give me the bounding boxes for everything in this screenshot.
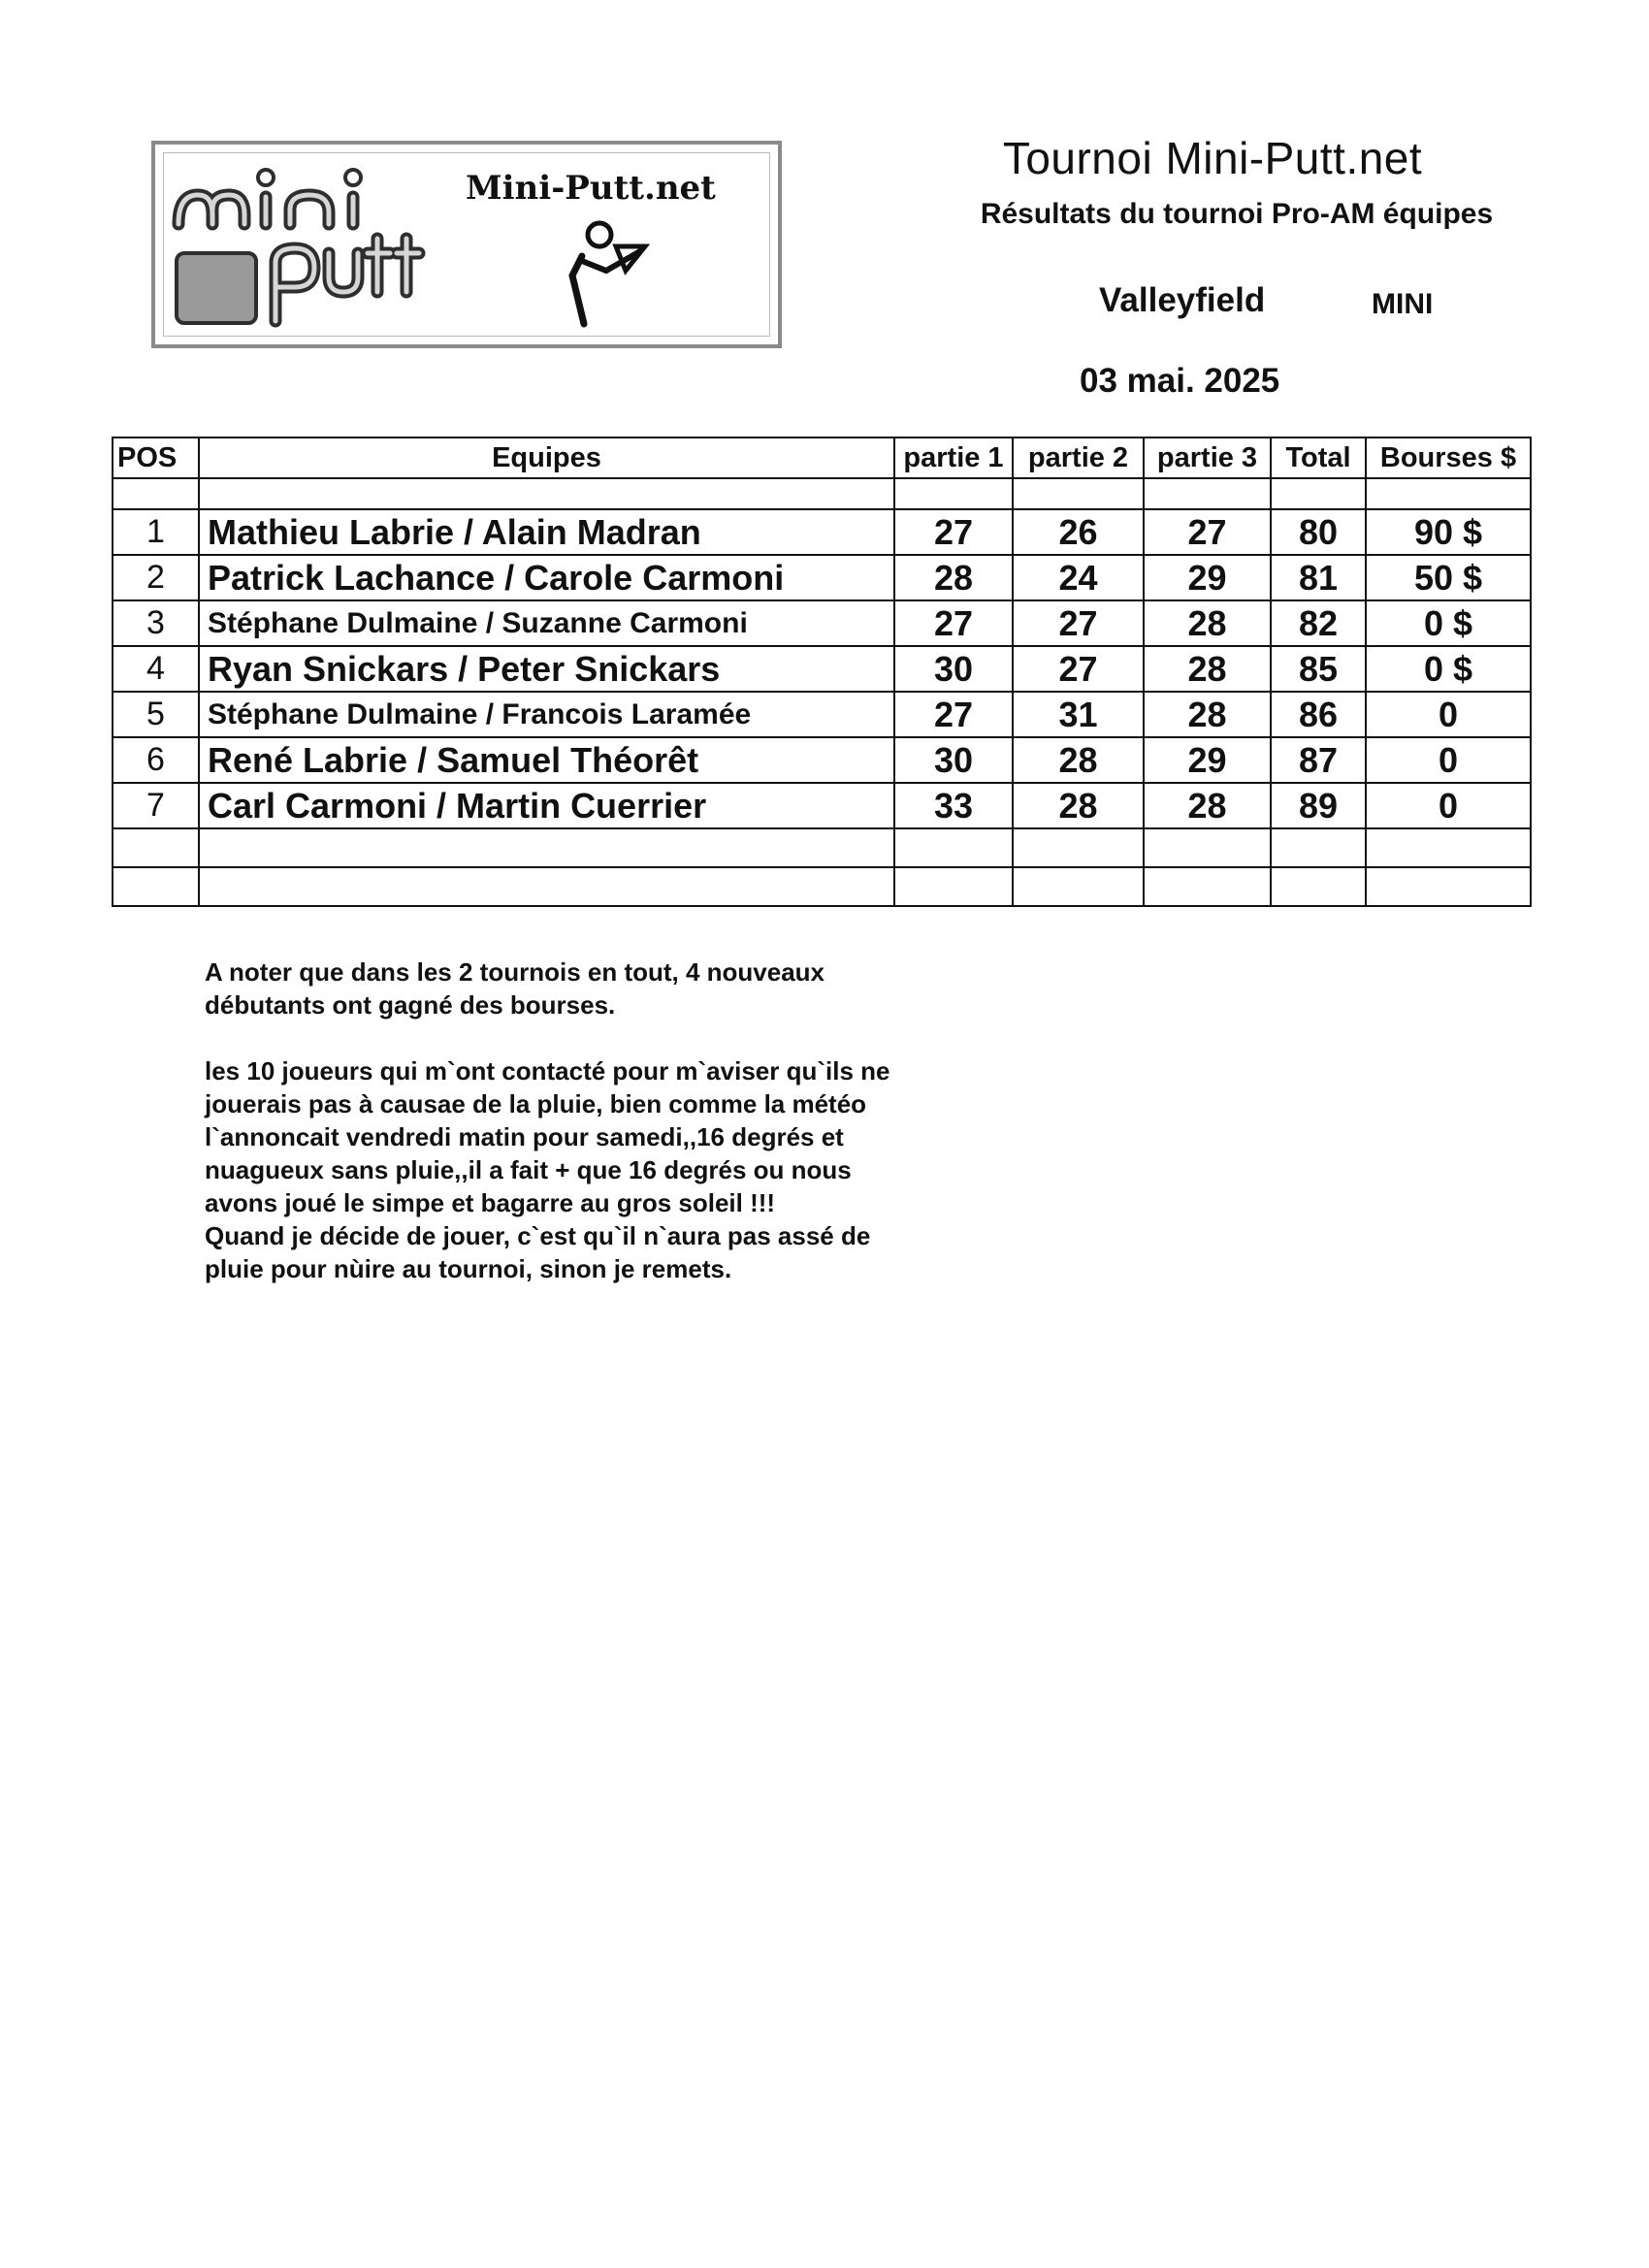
note-line: avons joué le simpe et bagarre au gros soleil !!!	[205, 1188, 776, 1217]
table-header-row	[113, 437, 1531, 478]
cell-game1: 28	[894, 555, 1013, 600]
cell-purse: 0	[1366, 783, 1531, 828]
cell-game1: 33	[894, 783, 1013, 828]
cell-purse: 90 $	[1366, 509, 1531, 555]
cell-game1: 27	[894, 509, 1013, 555]
mini-putt-logo-icon	[169, 156, 460, 331]
table-row	[113, 692, 1531, 737]
cell-game2: 31	[1013, 692, 1144, 737]
note-line: pluie pour nùire au tournoi, sinon je remets.	[205, 1254, 732, 1283]
header-game3: partie 3	[1144, 437, 1271, 478]
note-line: A noter que dans les 2 tournois en tout, 4 nouveaux	[205, 957, 825, 987]
header-game1: partie 1	[894, 437, 1013, 478]
cell-game3: 28	[1144, 646, 1271, 692]
cell-game1: 30	[894, 737, 1013, 783]
results-table	[112, 437, 1532, 907]
cell-total: 86	[1271, 692, 1366, 737]
cell-game2: 24	[1013, 555, 1144, 600]
cell-team: Ryan Snickars / Peter Snickars	[199, 646, 894, 692]
note-line: débutants ont gagné des bourses.	[205, 990, 616, 1020]
table-row	[113, 737, 1531, 783]
cell-pos: 7	[113, 783, 199, 828]
cell-game1: 27	[894, 600, 1013, 646]
cell-game2: 26	[1013, 509, 1144, 555]
putter-figure-icon	[563, 217, 669, 334]
page-title: Tournoi Mini-Putt.net	[1002, 133, 1423, 183]
cell-purse: 0	[1366, 692, 1531, 737]
cell-total: 85	[1271, 646, 1366, 692]
table-row	[113, 783, 1531, 828]
cell-game1: 30	[894, 646, 1013, 692]
note-line: Quand je décide de jouer, c`est qu`il n`aura pas assé de	[205, 1221, 871, 1250]
cell-game3: 29	[1144, 737, 1271, 783]
note-line: les 10 joueurs qui m`ont contacté pour m`aviser qu`ils ne	[205, 1056, 890, 1085]
cell-purse: 0	[1366, 737, 1531, 783]
cell-total: 80	[1271, 509, 1366, 555]
cell-game1: 27	[894, 692, 1013, 737]
cell-pos: 4	[113, 646, 199, 692]
cell-total: 87	[1271, 737, 1366, 783]
logo	[151, 141, 782, 348]
division-label: MINI	[1372, 288, 1434, 320]
header-pos: POS	[113, 437, 199, 478]
cell-total: 81	[1271, 555, 1366, 600]
page-subtitle: Résultats du tournoi Pro-AM équipes	[980, 198, 1494, 230]
cell-purse: 0 $	[1366, 646, 1531, 692]
note-line: nuagueux sans pluie,,il a fait + que 16 degrés ou nous	[205, 1155, 852, 1184]
header-team: Equipes	[199, 437, 894, 478]
cell-pos: 2	[113, 555, 199, 600]
cell-game3: 28	[1144, 692, 1271, 737]
table-row	[113, 600, 1531, 646]
cell-team: Carl Carmoni / Martin Cuerrier	[199, 783, 894, 828]
cell-game2: 27	[1013, 646, 1144, 692]
note-line: l`annoncait vendredi matin pour samedi,,16 degrés et	[205, 1122, 844, 1151]
cell-purse: 50 $	[1366, 555, 1531, 600]
header-game2: partie 2	[1013, 437, 1144, 478]
cell-game2: 28	[1013, 783, 1144, 828]
cell-pos: 3	[113, 600, 199, 646]
cell-game3: 27	[1144, 509, 1271, 555]
notes-section	[205, 956, 981, 1318]
cell-game3: 29	[1144, 555, 1271, 600]
cell-game3: 28	[1144, 783, 1271, 828]
cell-game2: 27	[1013, 600, 1144, 646]
header-total: Total	[1271, 437, 1366, 478]
cell-team: Stéphane Dulmaine / Suzanne Carmoni	[199, 600, 894, 646]
table-row	[113, 509, 1531, 555]
table-row	[113, 555, 1531, 600]
cell-pos: 1	[113, 509, 199, 555]
cell-game3: 28	[1144, 600, 1271, 646]
note-paragraph	[205, 1054, 981, 1285]
cell-pos: 6	[113, 737, 199, 783]
cell-team: René Labrie / Samuel Théorêt	[199, 737, 894, 783]
cell-total: 82	[1271, 600, 1366, 646]
cell-game2: 28	[1013, 737, 1144, 783]
header-purse: Bourses $	[1366, 437, 1531, 478]
cell-team: Mathieu Labrie / Alain Madran	[199, 509, 894, 555]
table-empty-row	[113, 828, 1531, 867]
cell-pos: 5	[113, 692, 199, 737]
venue-label: Valleyfield	[1099, 281, 1266, 319]
note-line: jouerais pas à causae de la pluie, bien comme la météo	[205, 1089, 867, 1118]
note-paragraph	[205, 956, 981, 1021]
cell-purse: 0 $	[1366, 600, 1531, 646]
table-spacer-row	[113, 478, 1531, 509]
table-row	[113, 646, 1531, 692]
cell-team: Stéphane Dulmaine / Francois Laramée	[199, 692, 894, 737]
table-empty-row	[113, 867, 1531, 906]
logo-wordmark: Mini-Putt.net	[466, 169, 716, 208]
event-date: 03 mai. 2025	[1080, 362, 1280, 400]
cell-total: 89	[1271, 783, 1366, 828]
cell-team: Patrick Lachance / Carole Carmoni	[199, 555, 894, 600]
